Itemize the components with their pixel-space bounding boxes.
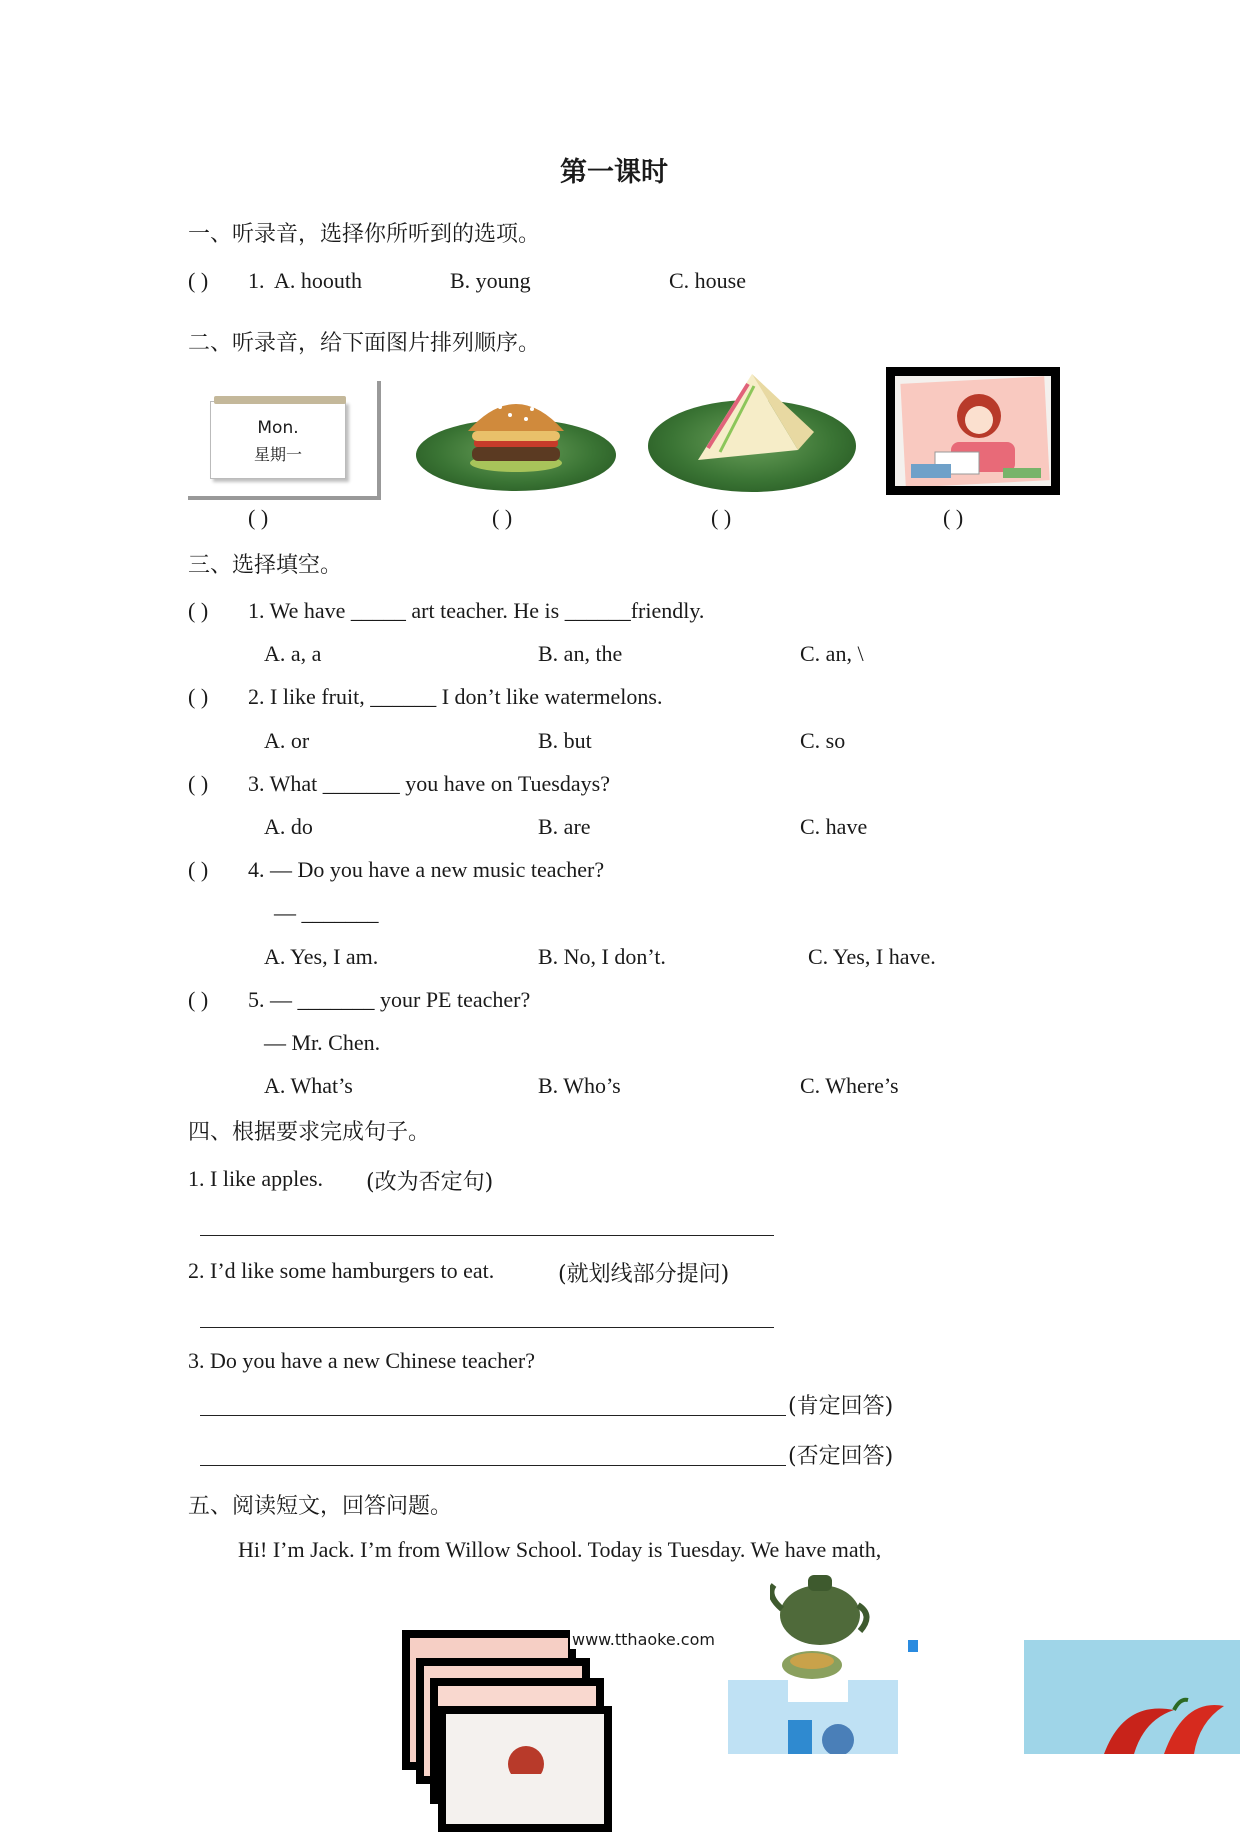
- s3-q2-option-c: C. so: [800, 728, 846, 753]
- s3-q1-option-a: A. a, a: [264, 641, 322, 666]
- s3-q4-reply: — _______: [274, 900, 379, 925]
- s3-q1-bracket: ( ): [188, 598, 209, 623]
- s5-passage: Hi! I’m Jack. I’m from Willow School. Today is Tuesday. We have math,: [238, 1537, 882, 1562]
- s3-q4-option-a: A. Yes, I am.: [264, 944, 379, 969]
- s3-q2-stem: 2. I like fruit, ______ I don’t like watermelons.: [248, 684, 663, 709]
- s4-item2-note: (就划线部分提问): [558, 1262, 730, 1287]
- s4-item2-answer-line[interactable]: [200, 1326, 774, 1328]
- section5-heading: 五、阅读短文，回答问题。: [188, 1494, 453, 1519]
- calendar-day-cn: 星期一: [253, 445, 302, 464]
- s4-item3-text: 3. Do you have a new Chinese teacher?: [188, 1348, 535, 1373]
- s1-q1-bracket: ( ): [188, 268, 209, 293]
- s2-bracket-4: ( ): [943, 505, 964, 530]
- s1-q1-option-b: B. young: [450, 268, 531, 293]
- section4-heading: 四、根据要求完成句子。: [188, 1120, 431, 1145]
- page-title: 第一课时: [560, 157, 668, 188]
- blue-square-marker: [908, 1640, 918, 1652]
- s3-q3-option-b: B. are: [538, 814, 591, 839]
- s2-bracket-3: ( ): [711, 505, 732, 530]
- s3-q5-option-b: B. Who’s: [538, 1073, 621, 1098]
- teapot-picture: [770, 1555, 870, 1683]
- s1-q1-option-c: C. house: [669, 268, 746, 293]
- s4-item2-text: 2. I’d like some hamburgers to eat.: [188, 1258, 495, 1283]
- s3-q3-stem: 3. What _______ you have on Tuesdays?: [248, 771, 610, 796]
- s4-item3-note-yes: (肯定回答): [788, 1394, 894, 1419]
- calendar-day-en: Mon.: [257, 418, 299, 438]
- s4-item1-note: (改为否定句): [366, 1170, 494, 1195]
- s3-q2-option-a: A. or: [264, 728, 310, 753]
- s2-bracket-1: ( ): [248, 505, 269, 530]
- girl-reading-picture: [886, 367, 1060, 495]
- s3-q5-option-c: C. Where’s: [800, 1073, 899, 1098]
- s3-q5-stem: 5. — _______ your PE teacher?: [248, 987, 531, 1012]
- s3-q4-bracket: ( ): [188, 857, 209, 882]
- s1-q1-num: 1.: [248, 268, 265, 293]
- chili-peppers-picture: [1024, 1640, 1240, 1754]
- s3-q2-bracket: ( ): [188, 684, 209, 709]
- sandwich-picture: [648, 372, 856, 492]
- s3-q5-reply: — Mr. Chen.: [264, 1030, 381, 1055]
- calendar-picture: [188, 381, 382, 501]
- s3-q1-option-c: C. an, \: [800, 641, 864, 666]
- s3-q3-option-a: A. do: [264, 814, 313, 839]
- s3-q1-option-b: B. an, the: [538, 641, 623, 666]
- s3-q4-stem: 4. — Do you have a new music teacher?: [248, 857, 605, 882]
- s3-q4-option-b: B. No, I don’t.: [538, 944, 666, 969]
- section1-heading: 一、听录音，选择你所听到的选项。: [188, 222, 541, 247]
- s4-item3-note-no: (否定回答): [788, 1444, 894, 1469]
- section2-heading: 二、听录音，给下面图片排列顺序。: [188, 331, 541, 356]
- s3-q1-stem: 1. We have _____ art teacher. He is ______friendly.: [248, 598, 705, 623]
- s3-q5-bracket: ( ): [188, 987, 209, 1012]
- section3-heading: 三、选择填空。: [188, 553, 343, 578]
- hamburger-picture: [416, 383, 616, 491]
- s1-q1-option-a: A. hoouth: [274, 268, 362, 293]
- s4-item3-answer-line-yes[interactable]: [200, 1414, 786, 1416]
- s3-q3-bracket: ( ): [188, 771, 209, 796]
- s3-q5-option-a: A. What’s: [264, 1073, 353, 1098]
- s3-q4-option-c: C. Yes, I have.: [808, 944, 936, 969]
- footer-url[interactable]: www.tthaoke.com: [572, 1630, 715, 1649]
- s4-item1-answer-line[interactable]: [200, 1234, 774, 1236]
- s2-bracket-2: ( ): [492, 505, 513, 530]
- s4-item1-text: 1. I like apples.: [188, 1166, 324, 1191]
- s3-q3-option-c: C. have: [800, 814, 868, 839]
- s4-item3-answer-line-no[interactable]: [200, 1464, 786, 1466]
- book-cover-picture: [728, 1680, 898, 1754]
- s3-q2-option-b: B. but: [538, 728, 592, 753]
